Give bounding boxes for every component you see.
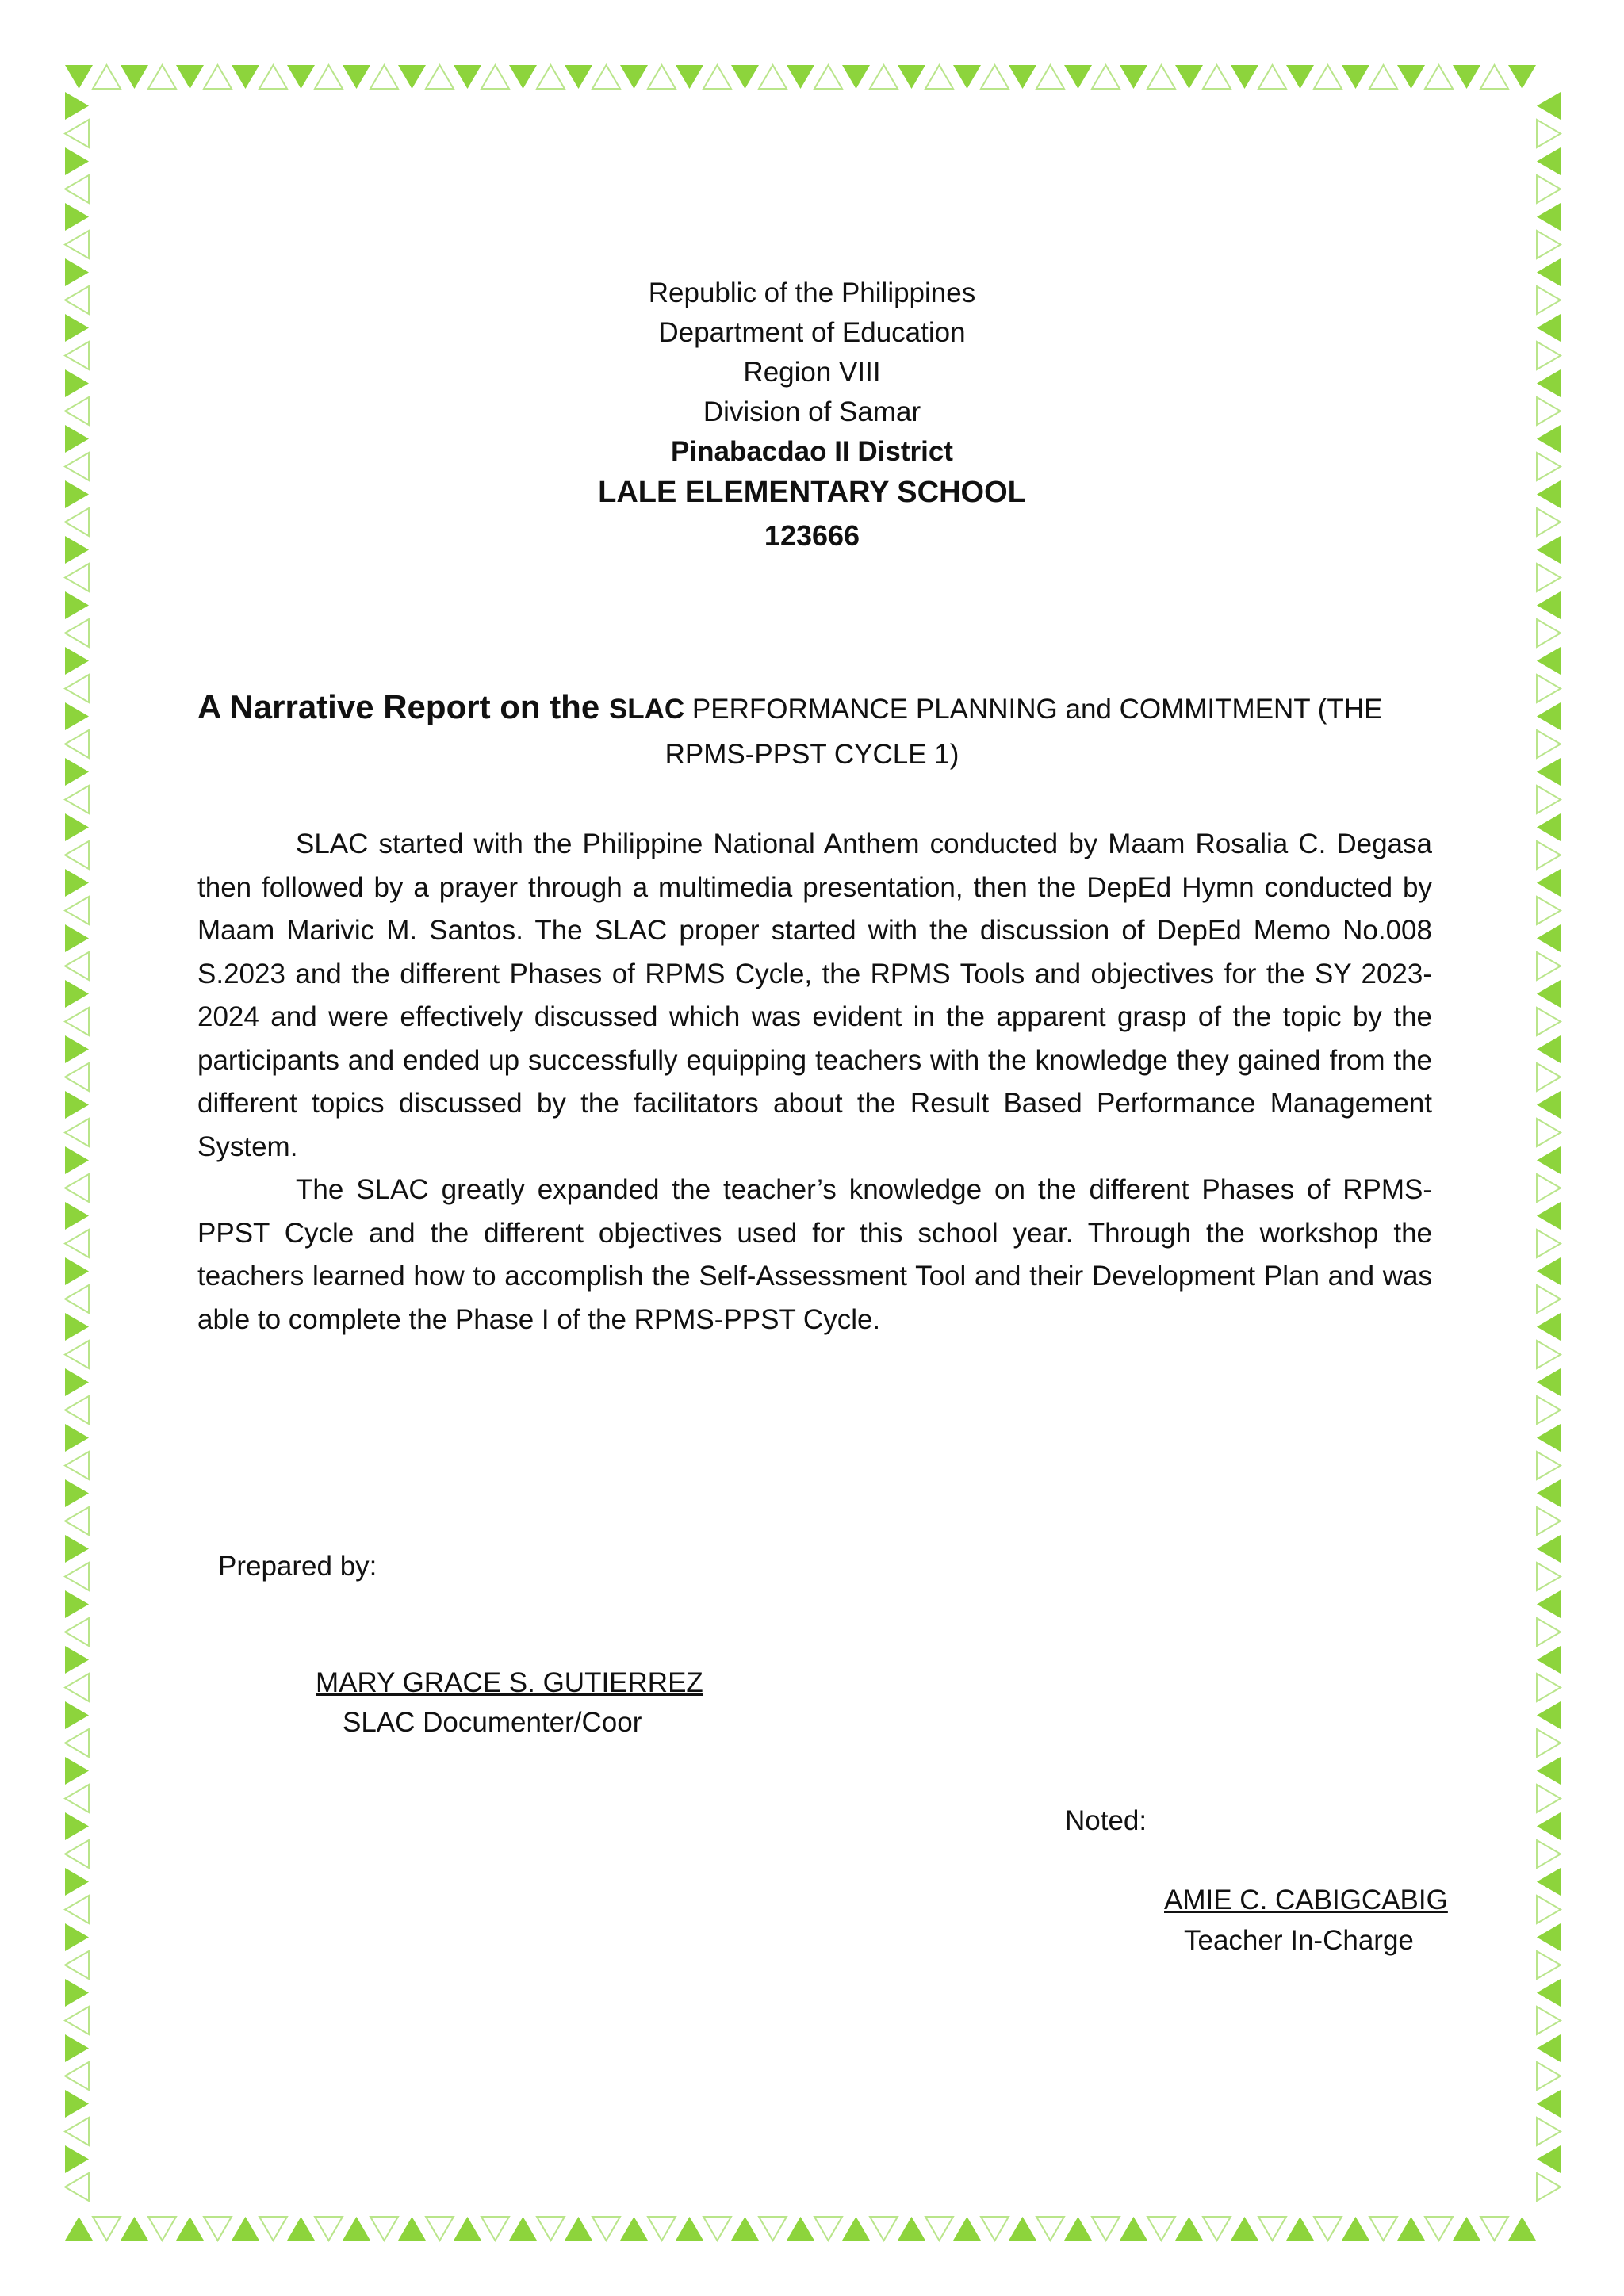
- prepared-by-label: Prepared by:: [218, 1551, 377, 1582]
- title-lead: A Narrative Report on the: [197, 688, 609, 725]
- prepared-by-role: SLAC Documenter/Coor: [343, 1707, 642, 1738]
- header-republic: Republic of the Philippines: [648, 277, 976, 308]
- prepared-by-name: MARY GRACE S. GUTIERREZ: [316, 1667, 703, 1698]
- title-slac: SLAC: [608, 694, 685, 725]
- header-department: Department of Education: [658, 317, 966, 348]
- header-school-id: 123666: [764, 519, 860, 552]
- noted-name: AMIE C. CABIGCABIG: [1164, 1885, 1448, 1915]
- header-region: Region VIII: [743, 357, 881, 388]
- report-title-line2: RPMS-PPST CYCLE 1): [665, 739, 959, 770]
- header-district: Pinabacdao II District: [671, 436, 953, 467]
- title-rest: PERFORMANCE PLANNING and COMMITMENT (THE: [684, 694, 1383, 725]
- report-title: [197, 688, 1382, 726]
- noted-role: Teacher In-Charge: [1184, 1925, 1414, 1956]
- noted-label: Noted:: [1065, 1805, 1147, 1836]
- header-school: LALE ELEMENTARY SCHOOL: [598, 476, 1026, 509]
- header-division: Division of Samar: [703, 396, 921, 427]
- body-paragraph-1: SLAC started with the Philippine National Anthem conducted by Maam Rosalia C. Degasa then followed by a prayer through a multimedia presentation, then the DepEd Hymn conducted by Maam Marivic M. Santos. The SLAC proper started with the discussion of DepEd Memo No.008 S.2023 and the different Phases of RPMS Cycle, the RPMS Tools and objectives for the SY 2023-2024 and were effectively discussed which was evident in the apparent grasp of the topic by the participants and ended up successfully equipping teachers with the knowledge they gained from the different topics discussed by the facilitators about the Result Based Performance Management System.: [197, 828, 1432, 1162]
- body-paragraph-2: The SLAC greatly expanded the teacher’s knowledge on the different Phases of RPMS-PPST Cycle and the different objectives used for this school year. Through the workshop the teachers learned how to accomplish the Self-Assessment Tool and their Development Plan and was able to complete the Phase I of the RPMS-PPST Cycle.: [197, 1174, 1432, 1335]
